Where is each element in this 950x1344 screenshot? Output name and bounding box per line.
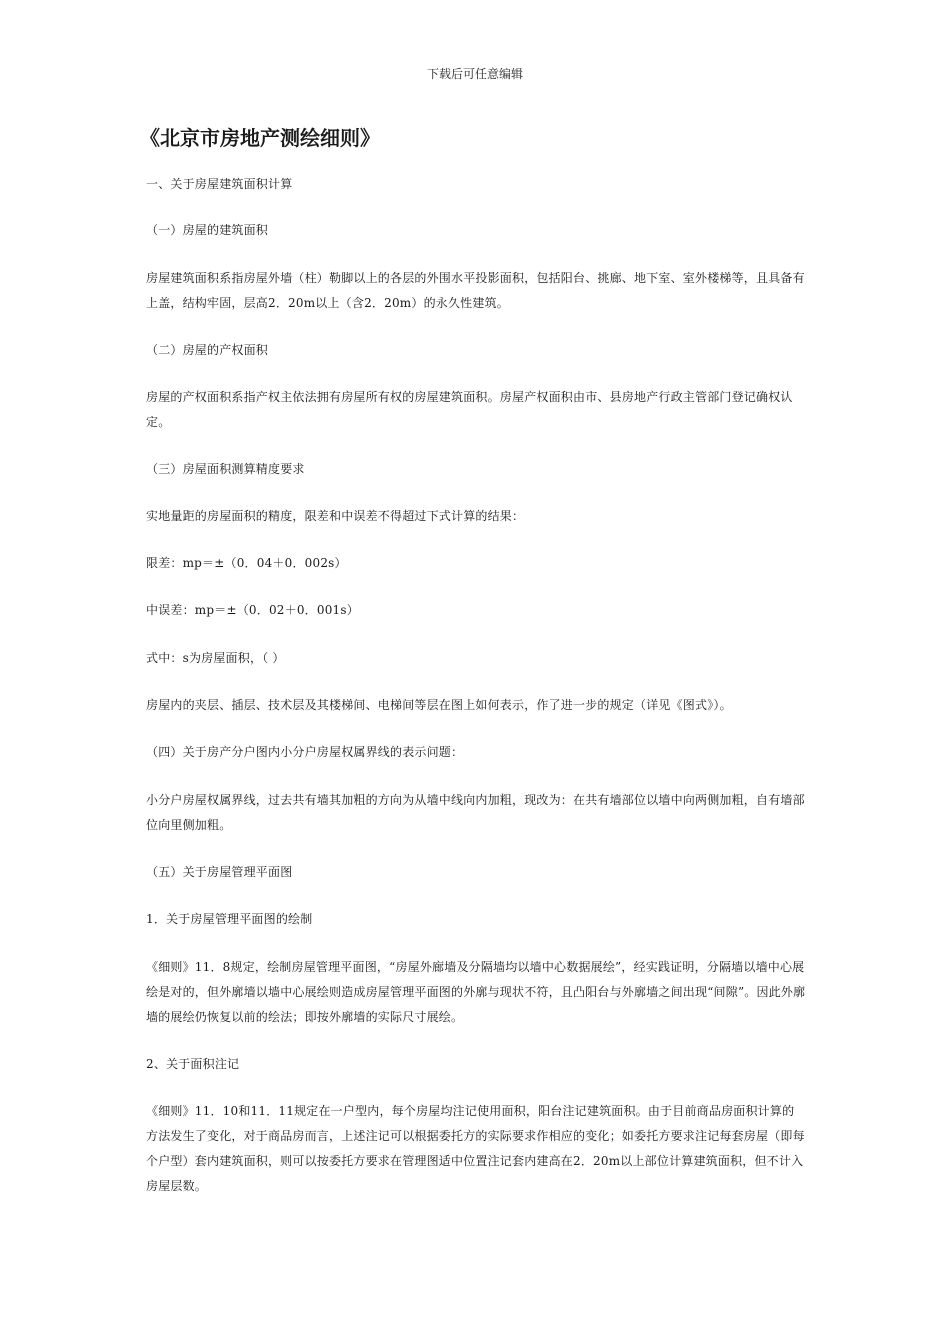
section-heading-1: 一、关于房屋建筑面积计算 bbox=[146, 177, 293, 191]
item-heading-1: 1．关于房屋管理平面图的绘制 bbox=[146, 912, 313, 926]
formula-mean-error: 中误差：mp＝±（0．02＋0．001s） bbox=[146, 603, 359, 617]
paragraph-plan-drawing: 《细则》11．8规定，绘制房屋管理平面图，“房屋外廊墙及分隔墙均以墙中心数据展绘”，经实践证明，分隔墙以墙中心展绘是对的，但外廓墙以墙中心展绘则造成房屋管理平面图的外廓与现状不符，且凸阳台与外廓墙之间出现“间隙”。因此外廓墙的展绘仍恢复以前的绘法；即按外廓墙的实际尺寸展绘。 bbox=[146, 960, 806, 1024]
paragraph-building-area: 房屋建筑面积系指房屋外墙（柱）勒脚以上的各层的外围水平投影面积，包括阳台、挑廊、地下室、室外楼梯等，且具备有上盖，结构牢固，层高2．20m以上（含2．20m）的永久性建筑。 bbox=[146, 271, 805, 310]
formula-note: 式中：s为房屋面积，（ ） bbox=[146, 651, 285, 665]
paragraph-accuracy: 实地量距的房屋面积的精度，限差和中误差不得超过下式计算的结果： bbox=[146, 509, 525, 523]
item-heading-2: 2、关于面积注记 bbox=[146, 1057, 240, 1071]
subsection-heading-1: （一）房屋的建筑面积 bbox=[146, 223, 269, 237]
header-note: 下载后可任意编辑 bbox=[426, 67, 523, 81]
subsection-heading-4: （四）关于房产分户图内小分户房屋权属界线的表示问题： bbox=[146, 745, 464, 759]
paragraph-area-annotation: 《细则》11．10和11．11规定在一户型内，每个房屋均注记使用面积，阳台注记建筑面积。由于目前商品房面积计算的方法发生了变化，对于商品房而言，上述注记可以根据委托方的实际要求作相应的变化；如委托方要求注记每套房屋（即每个户型）套内建筑面积，则可以按委托方要求在管理图适中位置注记套内建高在2．20m以上部位计算建筑面积，但不计入房屋层数。 bbox=[146, 1104, 805, 1193]
paragraph-boundary-lines: 小分户房屋权属界线，过去共有墙其加粗的方向为从墙中线向内加粗，现改为：在共有墙部位以墙中向两侧加粗，自有墙部位向里侧加粗。 bbox=[146, 793, 805, 832]
document-title: 《北京市房地产测绘细则》 bbox=[140, 126, 380, 150]
subsection-heading-3: （三）房屋面积测算精度要求 bbox=[146, 462, 305, 476]
subsection-heading-2: （二）房屋的产权面积 bbox=[146, 343, 269, 357]
subsection-heading-5: （五）关于房屋管理平面图 bbox=[146, 865, 293, 879]
paragraph-mezzanine: 房屋内的夹层、插层、技术层及其楼梯间、电梯间等层在图上如何表示，作了进一步的规定（详见《图式》）。 bbox=[146, 698, 732, 712]
formula-tolerance: 限差：mp＝±（0．04＋0．002s） bbox=[146, 556, 347, 570]
paragraph-property-area: 房屋的产权面积系指产权主依法拥有房屋所有权的房屋建筑面积。房屋产权面积由市、县房地产行政主管部门登记确权认定。 bbox=[146, 390, 793, 429]
